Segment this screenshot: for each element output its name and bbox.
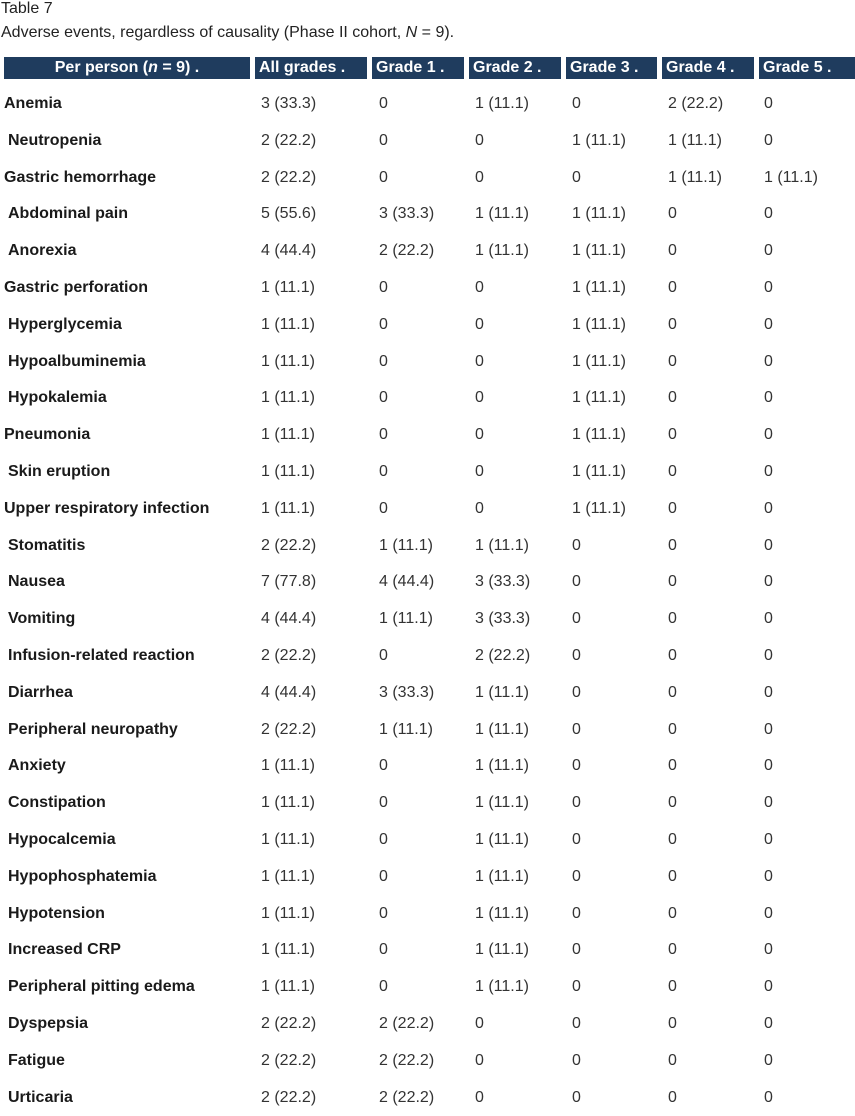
table-title — [1, 23, 454, 43]
adverse-event-name: Urticaria — [8, 1088, 73, 1106]
table-cell: 1 (11.1) — [668, 168, 722, 186]
table-row — [0, 86, 855, 123]
adverse-event-name: Hypokalemia — [8, 389, 107, 407]
table-cell: 0 — [764, 242, 773, 260]
table-cell: 0 — [668, 352, 677, 370]
adverse-event-name: Hypotension — [8, 904, 105, 922]
table-cell: 3 (33.3) — [379, 205, 435, 223]
table-cell: 0 — [475, 499, 484, 517]
table-row — [0, 417, 855, 454]
table-row — [0, 1080, 855, 1116]
table-row — [0, 233, 855, 270]
table-cell: 1 (11.1) — [379, 720, 433, 738]
table-cell: 1 (11.1) — [572, 315, 626, 333]
table-cell: 1 (11.1) — [261, 757, 315, 775]
table-row — [0, 785, 855, 822]
table-cell: 0 — [668, 941, 677, 959]
adverse-event-name: Diarrhea — [8, 683, 73, 701]
table-cell: 1 (11.1) — [572, 242, 626, 260]
table-cell: 0 — [764, 794, 773, 812]
adverse-event-name: Skin eruption — [8, 462, 111, 480]
table-cell: 0 — [572, 904, 581, 922]
table-cell: 0 — [475, 426, 484, 444]
table-cell: 1 (11.1) — [261, 941, 315, 959]
table-cell: 0 — [379, 389, 388, 407]
table-row — [0, 1006, 855, 1043]
adverse-event-name: Anemia — [4, 95, 62, 112]
table-cell: 0 — [572, 646, 581, 664]
table-cell: 0 — [764, 205, 773, 223]
table-row — [0, 270, 855, 307]
table-cell: 2 (22.2) — [261, 1051, 317, 1069]
table-cell: 0 — [572, 867, 581, 885]
table-cell: 0 — [475, 1051, 484, 1069]
table-cell: 0 — [764, 610, 773, 628]
header-grade-2: Grade 2 . — [469, 57, 561, 79]
table-title-suffix: = 9). — [417, 24, 455, 41]
table-cell: 1 (11.1) — [475, 95, 529, 112]
adverse-event-name: Abdominal pain — [8, 205, 128, 223]
table-cell: 0 — [379, 978, 388, 996]
header-grade-5: Grade 5 . — [759, 57, 855, 79]
table-cell: 0 — [668, 278, 677, 296]
table-cell: 0 — [379, 904, 388, 922]
table-cell: 0 — [764, 389, 773, 407]
table-cell: 0 — [668, 1014, 677, 1032]
table-cell: 0 — [572, 573, 581, 591]
table-cell: 3 (33.3) — [475, 610, 531, 628]
table-cell: 1 (11.1) — [764, 168, 818, 186]
table-cell: 2 (22.2) — [379, 1088, 435, 1106]
table-label: Table 7 — [1, 0, 53, 17]
table-cell: 0 — [475, 168, 484, 186]
table-cell: 1 (11.1) — [572, 205, 626, 223]
table-cell: 2 (22.2) — [261, 168, 317, 186]
header-per-person-suffix: = 9) . — [157, 59, 200, 76]
table-row — [0, 196, 855, 233]
table-cell: 0 — [572, 1051, 581, 1069]
table-cell: 1 (11.1) — [475, 720, 529, 738]
table-cell: 0 — [379, 499, 388, 517]
table-cell: 1 (11.1) — [572, 278, 626, 296]
table-cell: 0 — [668, 610, 677, 628]
table-cell: 1 (11.1) — [475, 867, 529, 885]
table-cell: 2 (22.2) — [261, 131, 317, 149]
table-row — [0, 859, 855, 896]
table-cell: 2 (22.2) — [475, 646, 531, 664]
table-cell: 0 — [379, 646, 388, 664]
adverse-event-name: Upper respiratory infection — [4, 499, 210, 517]
table-cell: 0 — [572, 95, 581, 112]
adverse-event-name: Anorexia — [8, 242, 77, 260]
table-cell: 2 (22.2) — [668, 95, 724, 112]
table-row — [0, 712, 855, 749]
table-cell: 1 (11.1) — [475, 757, 529, 775]
table-cell: 1 (11.1) — [261, 389, 315, 407]
adverse-event-name: Constipation — [8, 794, 106, 812]
table-cell: 0 — [668, 867, 677, 885]
adverse-event-name: Hypocalcemia — [8, 830, 116, 848]
table-cell: 2 (22.2) — [261, 1014, 317, 1032]
table-cell: 0 — [668, 462, 677, 480]
table-row — [0, 896, 855, 933]
table-cell: 0 — [668, 720, 677, 738]
table-cell: 2 (22.2) — [261, 646, 317, 664]
table-cell: 2 (22.2) — [379, 1051, 435, 1069]
table-cell: 0 — [572, 978, 581, 996]
table-cell: 1 (11.1) — [572, 462, 626, 480]
table-cell: 0 — [475, 352, 484, 370]
adverse-event-name: Increased CRP — [8, 941, 121, 959]
table-cell: 3 (33.3) — [261, 95, 317, 112]
table-row — [0, 380, 855, 417]
table-cell: 0 — [764, 867, 773, 885]
table-cell: 0 — [668, 499, 677, 517]
table-cell: 1 (11.1) — [668, 131, 722, 149]
table-cell: 0 — [668, 904, 677, 922]
table-cell: 0 — [572, 720, 581, 738]
table-cell: 1 (11.1) — [475, 242, 529, 260]
table-cell: 1 (11.1) — [572, 499, 626, 517]
table-cell: 1 (11.1) — [475, 794, 529, 812]
table-cell: 0 — [572, 610, 581, 628]
table-cell: 0 — [668, 757, 677, 775]
table-cell: 0 — [668, 646, 677, 664]
table-cell: 1 (11.1) — [261, 830, 315, 848]
table-row — [0, 491, 855, 528]
table-row — [0, 344, 855, 381]
table-cell: 0 — [668, 683, 677, 701]
table-cell: 0 — [668, 242, 677, 260]
table-cell: 0 — [764, 462, 773, 480]
table-row — [0, 675, 855, 712]
table-cell: 1 (11.1) — [475, 941, 529, 959]
table-cell: 1 (11.1) — [379, 536, 433, 554]
table-cell: 0 — [764, 683, 773, 701]
table-cell: 0 — [379, 426, 388, 444]
table-cell: 0 — [764, 315, 773, 333]
adverse-event-name: Dyspepsia — [8, 1014, 89, 1032]
table-cell: 0 — [668, 573, 677, 591]
table-cell: 5 (55.6) — [261, 205, 317, 223]
table-cell: 1 (11.1) — [379, 610, 433, 628]
table-cell: 0 — [379, 757, 388, 775]
table-cell: 1 (11.1) — [261, 426, 315, 444]
table-cell: 0 — [764, 720, 773, 738]
table-cell: 0 — [668, 978, 677, 996]
table-cell: 1 (11.1) — [475, 904, 529, 922]
table-cell: 0 — [764, 1014, 773, 1032]
table-cell: 0 — [379, 830, 388, 848]
table-cell: 2 (22.2) — [379, 1014, 435, 1032]
table-cell: 0 — [668, 389, 677, 407]
table-title-n: N — [405, 24, 418, 41]
table-row — [0, 123, 855, 160]
table-row — [0, 454, 855, 491]
table-cell: 0 — [668, 536, 677, 554]
table-cell: 0 — [764, 131, 773, 149]
table-cell: 0 — [475, 389, 484, 407]
table-cell: 1 (11.1) — [572, 389, 626, 407]
table-cell: 0 — [764, 757, 773, 775]
table-cell: 1 (11.1) — [475, 830, 529, 848]
table-cell: 0 — [764, 536, 773, 554]
table-cell: 0 — [379, 131, 388, 149]
table-cell: 0 — [668, 426, 677, 444]
table-cell: 0 — [668, 315, 677, 333]
table-cell: 1 (11.1) — [261, 794, 315, 812]
adverse-event-name: Fatigue — [8, 1051, 65, 1069]
table-cell: 0 — [379, 462, 388, 480]
table-body — [0, 86, 855, 1116]
table-cell: 1 (11.1) — [475, 536, 529, 554]
table-cell: 1 (11.1) — [475, 683, 529, 701]
table-cell: 0 — [764, 278, 773, 296]
table-cell: 0 — [572, 757, 581, 775]
adverse-event-name: Pneumonia — [4, 426, 91, 444]
table-cell: 0 — [668, 1051, 677, 1069]
table-cell: 0 — [475, 1014, 484, 1032]
table-row — [0, 160, 855, 197]
table-cell: 1 (11.1) — [572, 131, 626, 149]
adverse-event-name: Gastric hemorrhage — [4, 168, 157, 186]
table-cell: 0 — [572, 941, 581, 959]
table-cell: 1 (11.1) — [261, 352, 315, 370]
table-cell: 4 (44.4) — [379, 573, 435, 591]
table-row — [0, 822, 855, 859]
adverse-event-name: Infusion-related reaction — [8, 646, 195, 664]
table-cell: 0 — [668, 794, 677, 812]
table-cell: 0 — [572, 536, 581, 554]
table-cell: 1 (11.1) — [572, 352, 626, 370]
table-cell: 4 (44.4) — [261, 683, 317, 701]
table-cell: 4 (44.4) — [261, 242, 317, 260]
table-cell: 0 — [379, 867, 388, 885]
adverse-event-name: Anxiety — [8, 757, 66, 775]
adverse-event-name: Gastric perforation — [4, 278, 149, 296]
table-cell: 0 — [475, 1088, 484, 1106]
header-per-person-prefix: Per person ( — [54, 59, 149, 76]
adverse-event-name: Stomatitis — [8, 536, 86, 554]
table-cell: 1 (11.1) — [261, 499, 315, 517]
header-grade-4: Grade 4 . — [662, 57, 754, 79]
table-cell: 0 — [379, 278, 388, 296]
table-cell: 0 — [764, 352, 773, 370]
table-cell: 0 — [475, 462, 484, 480]
table-cell: 0 — [475, 131, 484, 149]
table-cell: 1 (11.1) — [261, 978, 315, 996]
table-cell: 0 — [572, 683, 581, 701]
table-cell: 0 — [379, 941, 388, 959]
header-per-person-n: n — [148, 59, 158, 76]
table-cell: 4 (44.4) — [261, 610, 317, 628]
adverse-event-name: Hypophosphatemia — [8, 867, 157, 885]
table-cell: 0 — [379, 315, 388, 333]
table-row — [0, 638, 855, 675]
table-cell: 0 — [764, 978, 773, 996]
table-cell: 2 (22.2) — [261, 536, 317, 554]
table-row — [0, 601, 855, 638]
table-row — [0, 307, 855, 344]
table-cell: 1 (11.1) — [572, 426, 626, 444]
table-row — [0, 932, 855, 969]
table-cell: 1 (11.1) — [475, 205, 529, 223]
header-grade-3: Grade 3 . — [566, 57, 657, 79]
table-cell: 1 (11.1) — [261, 278, 315, 296]
table-cell: 2 (22.2) — [261, 1088, 317, 1106]
adverse-event-name: Peripheral neuropathy — [8, 720, 178, 738]
table-cell: 0 — [668, 1088, 677, 1106]
table-cell: 0 — [379, 794, 388, 812]
table-cell: 1 (11.1) — [261, 462, 315, 480]
table-cell: 1 (11.1) — [261, 867, 315, 885]
table-title-prefix: Adverse events, regardless of causality (Phase II cohort, — [1, 24, 406, 41]
table-cell: 0 — [764, 1051, 773, 1069]
table-cell: 0 — [764, 904, 773, 922]
table-cell: 3 (33.3) — [475, 573, 531, 591]
table-cell: 0 — [764, 941, 773, 959]
adverse-event-name: Peripheral pitting edema — [8, 978, 195, 996]
table-cell: 0 — [475, 315, 484, 333]
table-cell: 0 — [475, 278, 484, 296]
table-row — [0, 748, 855, 785]
table-cell: 1 (11.1) — [261, 904, 315, 922]
header-all-grades: All grades . — [255, 57, 367, 79]
table-cell: 0 — [764, 1088, 773, 1106]
table-cell: 0 — [764, 426, 773, 444]
table-cell: 0 — [572, 1014, 581, 1032]
table-cell: 0 — [668, 205, 677, 223]
adverse-event-name: Nausea — [8, 573, 65, 591]
table-header — [0, 57, 855, 79]
table-cell: 0 — [764, 573, 773, 591]
table-cell: 0 — [764, 499, 773, 517]
table-row — [0, 528, 855, 565]
table-cell: 0 — [572, 168, 581, 186]
table-row — [0, 1043, 855, 1080]
table-cell: 0 — [764, 830, 773, 848]
table-cell: 1 (11.1) — [475, 978, 529, 996]
adverse-event-name: Hypoalbuminemia — [8, 352, 146, 370]
table-cell: 0 — [572, 1088, 581, 1106]
table-cell: 0 — [379, 168, 388, 186]
table-cell: 1 (11.1) — [261, 315, 315, 333]
table-cell: 0 — [764, 95, 773, 112]
header-grade-1: Grade 1 . — [372, 57, 464, 79]
table-cell: 2 (22.2) — [379, 242, 435, 260]
table-cell: 0 — [379, 352, 388, 370]
table-cell: 3 (33.3) — [379, 683, 435, 701]
header-per-person — [4, 57, 250, 79]
table-cell: 7 (77.8) — [261, 573, 317, 591]
adverse-event-name: Hyperglycemia — [8, 315, 122, 333]
table-row — [0, 564, 855, 601]
table-cell: 0 — [764, 646, 773, 664]
table-cell: 2 (22.2) — [261, 720, 317, 738]
adverse-event-name: Vomiting — [8, 610, 76, 628]
table-cell: 0 — [379, 95, 388, 112]
adverse-event-name: Neutropenia — [8, 131, 102, 149]
table-cell: 0 — [572, 794, 581, 812]
table-cell: 0 — [572, 830, 581, 848]
table-row — [0, 969, 855, 1006]
table-cell: 0 — [668, 830, 677, 848]
